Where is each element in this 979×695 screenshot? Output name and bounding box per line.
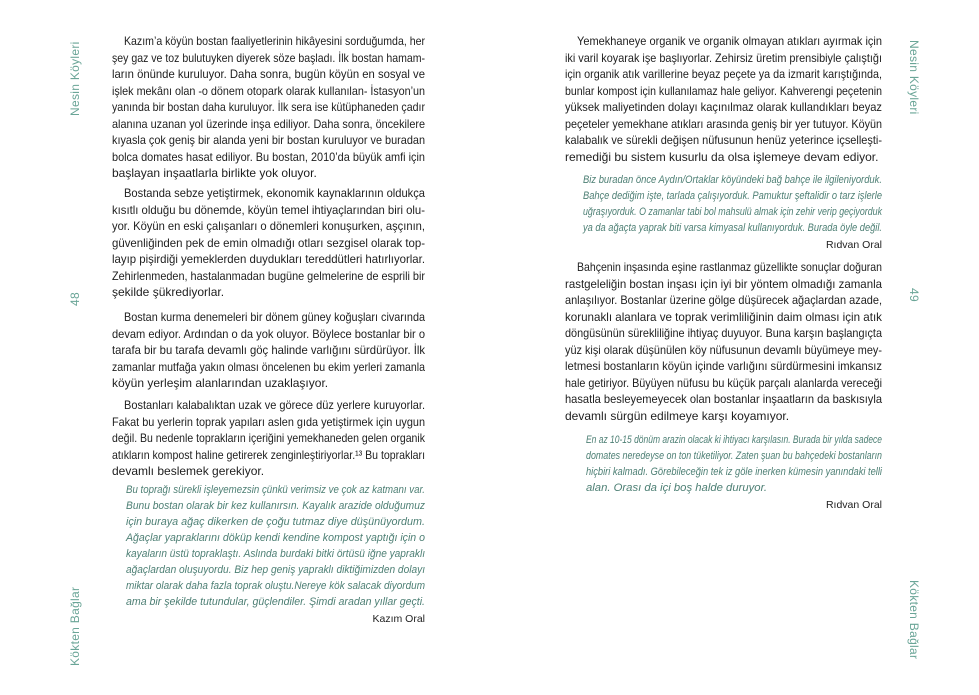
running-footer-left: Kökten Bağlar <box>68 586 82 666</box>
text-line-content: domates neredeyse on ton tüketiliyor. Zaten şuan bu bahçedeki bostanların <box>586 450 882 462</box>
text-line <box>112 235 425 252</box>
text-line-content: bunlar kompost için kullanılamaz hale geliyor. Kahverengi peçetenin <box>565 83 882 98</box>
text-line-content: devam ediyor. Ardından o da yok oluyor. Böylece bostanlar bir o <box>112 326 425 341</box>
text-line-content: alanına uzanan yol üzerinde inşa ediliyor. Daha sonra, öncekilere <box>112 116 426 131</box>
text-line <box>112 251 425 268</box>
text-line-content: yüz kişi olarak düşünülen köy nüfusunun devamlı büyümeye mey- <box>565 342 882 357</box>
text-line <box>126 482 425 498</box>
quote-attribution: Kazım Oral <box>372 613 425 625</box>
text-line <box>565 33 882 50</box>
text-line-content: korunaklı alanlara ve toprak verimliliğinin daim olması için atık <box>565 309 882 324</box>
text-line <box>112 83 425 100</box>
block-quote <box>586 432 882 496</box>
text-line-content: yor. Köyün en eski çalışanları o dönemleri konuşurken, aşçının, <box>112 219 425 233</box>
running-footer-right: Kökten Bağlar <box>907 580 921 660</box>
text-line <box>565 342 882 359</box>
text-line <box>112 359 425 376</box>
text-line-content: şey gaz ve toz bulutuyken diyerek söze başladı. İlk bostan hamam- <box>112 50 426 65</box>
text-line <box>126 498 425 514</box>
text-line <box>112 149 425 166</box>
text-line-content: Bu toprağı sürekli işleyemezsin çünkü verimsiz ve çok az katmanı var. <box>126 484 425 496</box>
text-line-content: peçeteler yemekhane atıkları arasında geniş bir yer tutuyor. Köyün <box>565 116 882 131</box>
text-line <box>112 342 425 359</box>
text-line-content: ya da ağaçta yaprak biti varsa kimyasal kullanıyorduk. Burada öyle değil. <box>583 222 883 234</box>
text-line-content: için buraya ağaç dikerken de çoğu tutmaz diye düşünüyordum. <box>126 516 426 528</box>
text-line-content: şekilde şükrediyorlar. <box>112 285 225 299</box>
block-quote <box>583 172 882 236</box>
text-line <box>112 132 425 149</box>
text-line <box>565 391 882 408</box>
text-line-content: Bostanda sebze yetiştirmek, ekonomik kaynaklarının oldukça <box>124 186 425 200</box>
text-line-content: Bahçenin inşasında eşine rastlanmaz güzellikte sonuçlar doğuran <box>577 260 883 274</box>
text-line-content: ların önünde kuruluyor. Daha sonra, bugün köyün en sosyal ve <box>112 67 425 81</box>
text-line-content: Bahçe dediğim işte, tarlada çalışıyorduk. Pamuktur şeftalidir o tarz işlerle <box>583 190 883 202</box>
text-line <box>565 325 882 342</box>
text-line-content: devamlı sürgün edilmeye karşı koyamıyor. <box>565 408 790 423</box>
text-line-content: Zehirlenmeden, hastalanmadan bugüne gelmelerine de esprili bir <box>112 268 425 283</box>
paragraph <box>112 397 425 480</box>
text-line <box>583 204 882 220</box>
text-line-content: miktar olarak daha fazla toprak oluştu.Nereye kök salacak diyordum <box>126 580 425 592</box>
text-line <box>112 116 425 133</box>
text-line <box>112 309 425 326</box>
text-line <box>565 149 882 166</box>
text-line <box>112 218 425 235</box>
paragraph <box>112 309 425 392</box>
text-line <box>112 414 425 431</box>
text-line <box>112 33 425 50</box>
text-line-content: kayaların üstü topraklaştı. Aslında burdaki bitki örtüsü iğne yapraklı <box>126 548 426 560</box>
text-line <box>126 530 425 546</box>
text-line <box>112 284 425 301</box>
text-line <box>565 375 882 392</box>
text-line-content: alan. Orası da içi boş halde duruyor. <box>586 482 768 494</box>
text-line-content: En az 10-15 dönüm arazin olacak ki ihtiyacı karşılasın. Burada bir yılda sadece <box>586 434 882 446</box>
text-line-content: atıkların kompost haline getirerek zenginleştiriyorlar.¹³ Bu toprakları <box>112 447 426 462</box>
left-page <box>0 0 489 695</box>
text-line-content: kıyasla çok geniş bir alanda yeni bir bostan kuruluyor ve buradan <box>112 133 426 147</box>
text-line <box>126 514 425 530</box>
text-line <box>126 562 425 578</box>
right-page <box>489 0 978 695</box>
text-line-content: Biz buradan önce Aydın/Ortaklar köyündeki bağ bahçe ile ilgileniyorduk. <box>583 174 883 186</box>
text-line <box>112 447 425 464</box>
text-line <box>112 99 425 116</box>
text-line-content: yüksek maliyetinden dolayı kaçınılmaz olarak kullandıkları beyaz <box>565 100 882 114</box>
text-line-content: için organik atık varillerine beyaz peçete ya da izmarit karıştığında, <box>565 67 882 81</box>
text-line-content: Fakat bu yerlerin toprak yapıları aslen gıda yetiştirmek için uygun <box>112 414 425 429</box>
text-line-content: rastgeleliğin bostan inşası için iyi bir yöntem olmadığı zamanla <box>565 276 883 291</box>
text-line <box>565 292 882 309</box>
text-line <box>112 185 425 202</box>
paragraph <box>565 259 882 424</box>
running-header-left: Nesin Köyleri <box>68 41 82 116</box>
quote-attribution: Rıdvan Oral <box>825 499 882 511</box>
quote-attribution: Rıdvan Oral <box>825 239 882 251</box>
text-line <box>586 480 882 496</box>
text-line <box>565 309 882 326</box>
block-quote <box>126 482 425 610</box>
text-line-content: başlayan inşaatlarla birlikte yok oluyor. <box>112 166 317 180</box>
text-line-content: Yemekhaneye organik ve organik olmayan atıkları ayırmak için <box>577 34 883 48</box>
paragraph <box>112 33 425 182</box>
text-line-content: hiçbiri kalmadı. Görebileceğin tek iz göle inerken kümesin yanındaki telli <box>586 466 882 478</box>
text-line-content: güvenliğinden pek de emin olmadığı otları sezgisel olarak top- <box>112 235 426 250</box>
text-line <box>126 546 425 562</box>
text-line-content: Bostan kurma denemeleri bir dönem güney koğuşları civarında <box>124 310 425 324</box>
paragraph <box>565 33 882 165</box>
text-line-content: remediği bu sistem kusurlu da olsa işlemeye devam ediyor. <box>565 149 879 164</box>
text-line <box>565 276 882 293</box>
text-line-content: hale getiriyor. Büyüyen nüfusu bu küçük parçalı alanlarda vereceği <box>565 375 883 390</box>
text-line <box>583 220 882 236</box>
text-line-content: devamlı beslemek gerekiyor. <box>112 464 265 478</box>
text-line <box>586 432 882 448</box>
text-line-content: layıp pişirdiği yemeklerden duydukları tereddütleri hatırlıyorlar. <box>112 252 425 266</box>
text-line-content: değil. Bu nedenle toprakların içeriğini yemekhaneden gelen organik <box>112 431 425 445</box>
text-line-content: Ağaçlar yapraklarını döküp kendi kendine kompost yaptığı için o <box>126 532 425 544</box>
text-line <box>112 50 425 67</box>
text-line-content: zamanlar mutfağa yakın olması öncelenen bu ekim yerleri zamanla <box>112 359 425 374</box>
text-line-content: döngüsünün sürekliliğine ihtiyaç duyuyor. Buna karşın başlangıçta <box>565 326 882 340</box>
text-line-content: köyün yerleşim alanlarından uzaklaşıyor. <box>112 376 329 390</box>
text-line-content: ağaçlardan oluşuyordu. Biz hep geniş yapraklı diktiğimizden dolayı <box>126 564 426 576</box>
text-line <box>112 66 425 83</box>
text-line <box>126 578 425 594</box>
text-line <box>112 430 425 447</box>
text-line-content: Bostanları kalabalıktan uzak ve görece düz yerlere kuruyorlar. <box>124 398 425 412</box>
text-line <box>565 83 882 100</box>
page-number-left: 48 <box>68 292 82 306</box>
paragraph <box>112 185 425 301</box>
text-line <box>112 268 425 285</box>
text-line-content: hasatla besleyemeyecek olan bostanlar inşaatların da baskısıyla <box>565 392 883 406</box>
text-line <box>583 188 882 204</box>
text-line <box>583 172 882 188</box>
text-line <box>565 66 882 83</box>
text-line <box>565 408 882 425</box>
text-line-content: iki varil koyarak işe başlıyorlar. Zehirsiz üretim prensibiyle çalıştığı <box>565 50 882 65</box>
text-line <box>565 132 882 149</box>
text-line-content: Bunu bostan olarak bir kez kullanırsın. Kayalık arazide olduğumuz <box>126 500 425 512</box>
text-line <box>126 594 425 610</box>
page-number-right: 49 <box>907 288 921 302</box>
text-line <box>586 464 882 480</box>
text-line-content: ama bir şekilde tutundular, güçlendiler. Şimdi aradan yıllar geçti. <box>126 596 425 608</box>
text-line-content: işlek mekânı olan -o dönem otopark olarak kullanılan- İstasyon’un <box>112 83 425 98</box>
text-line <box>112 165 425 182</box>
text-line-content: yanında bir bostan daha kuruluyor. İlk sera ise kütüphaneden çadır <box>112 100 426 114</box>
text-line-content: Kazım’a köyün bostan faaliyetlerinin hikâyesini sorduğumda, her <box>124 34 425 48</box>
text-line-content: anlaşılıyor. Bostanlar üzerine gölge düşürecek ağaçlardan azade, <box>565 293 883 307</box>
text-line <box>112 397 425 414</box>
running-header-right: Nesin Köyleri <box>907 40 921 115</box>
text-line <box>586 448 882 464</box>
text-line <box>565 358 882 375</box>
text-line <box>112 202 425 219</box>
text-line-content: kısıtlı olduğu bu dönemde, köyün temel ihtiyaçlarından biri olu- <box>112 202 425 217</box>
text-line-content: bolca domates hasat ediliyor. Bu bostan, 2010’da büyük amfi için <box>112 149 425 164</box>
text-line <box>112 326 425 343</box>
text-line-content: uğraşıyorduk. O zamanlar tabi bol mahsulü almak için zehir verip geçiyorduk <box>583 206 882 218</box>
text-line-content: letmesi bostanların köyün içinde varlığını sürdürmesini imkansız <box>565 359 883 373</box>
text-line <box>565 259 882 276</box>
text-line <box>112 463 425 480</box>
text-line-content: kalabalık ve sürekli değişen nüfusunun henüz yeterince içselleşti- <box>565 133 883 147</box>
text-line-content: tarafa bir bu tarafa devamlı göç halinde varlığını sürdürüyor. İlk <box>112 343 426 357</box>
text-line <box>565 50 882 67</box>
text-line <box>565 116 882 133</box>
text-line <box>565 99 882 116</box>
text-line <box>112 375 425 392</box>
